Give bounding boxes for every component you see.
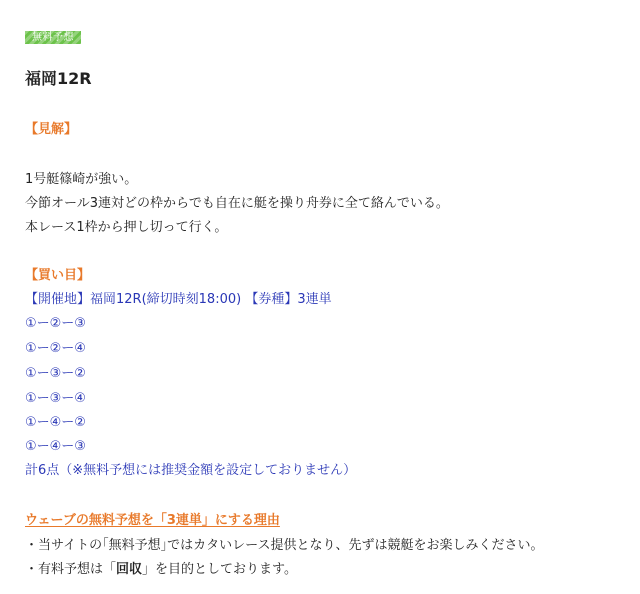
reason-heading: ウェーブの無料予想を「3連単」にする理由 bbox=[25, 513, 280, 528]
bet-combination: ①ー④ー② bbox=[25, 415, 86, 430]
reason-line-2 bbox=[25, 561, 297, 579]
bet-combination: ①ー③ー④ bbox=[25, 391, 86, 406]
bet-combination: ①ー④ー③ bbox=[25, 439, 86, 454]
analysis-line-2: 今節オール3連対どの枠からでも自在に艇を操り舟券に全て絡んでいる。 bbox=[25, 196, 449, 211]
free-prediction-badge: 無料予想 bbox=[25, 31, 81, 44]
race-info-line: 【開催地】福岡12R(締切時刻18:00) 【券種】3連単 bbox=[25, 292, 332, 307]
analysis-line-1: 1号艇篠崎が強い。 bbox=[25, 172, 138, 187]
section-heading-kenkai: 【見解】 bbox=[25, 122, 78, 137]
section-heading-kaime: 【買い目】 bbox=[25, 268, 91, 283]
bet-total: 計6点（※無料予想には推奨金額を設定しておりません） bbox=[25, 463, 357, 478]
page-title: 福岡12R bbox=[25, 69, 92, 88]
reason-line-1: ・当サイトの｢無料予想｣ではカタいレース提供となり、先ずは競艇をお楽しみください。 bbox=[25, 538, 544, 553]
reason-line-2-pre: ・有料予想は「 bbox=[25, 562, 117, 577]
bet-combination: ①ー②ー③ bbox=[25, 316, 86, 331]
reason-line-2-post: 」を目的としております。 bbox=[142, 562, 297, 577]
analysis-line-3: 本レース1枠から押し切って行く。 bbox=[25, 220, 228, 235]
bet-combination: ①ー②ー④ bbox=[25, 341, 86, 356]
bet-combination: ①ー③ー② bbox=[25, 366, 86, 381]
reason-line-2-emphasis: 回収 bbox=[116, 562, 143, 577]
